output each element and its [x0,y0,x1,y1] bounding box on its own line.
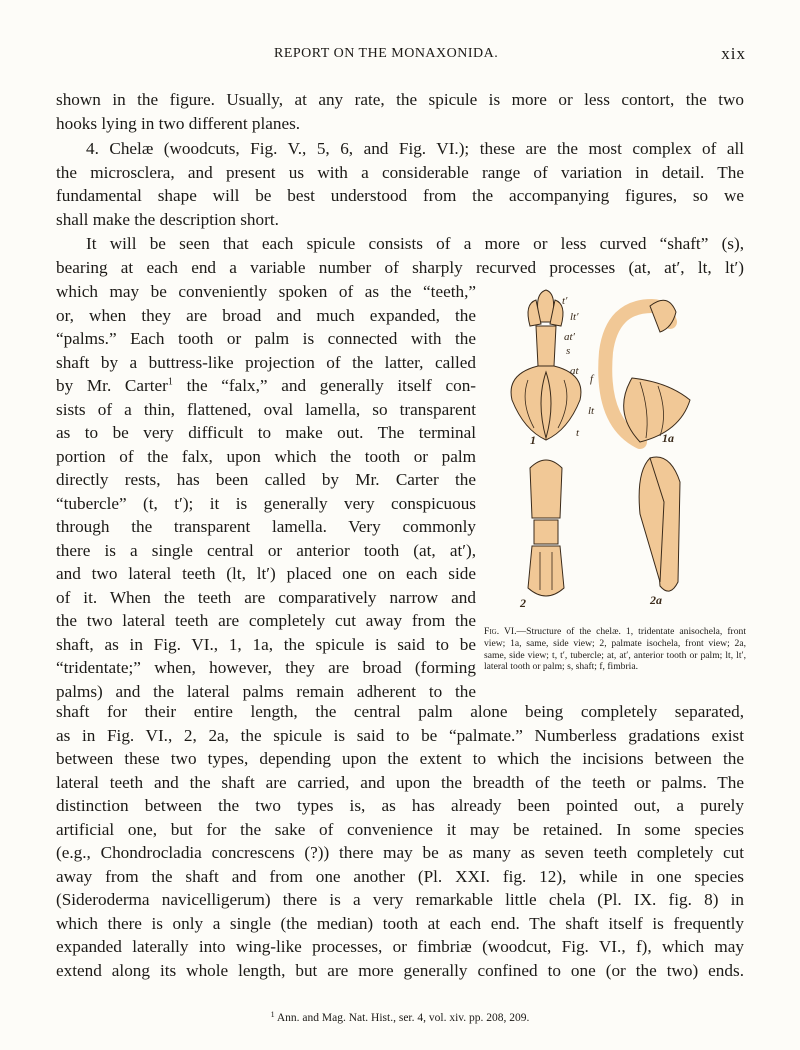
running-title: REPORT ON THE MONAXONIDA. [274,46,499,61]
paragraph-3-narrow-column [56,280,476,703]
label: lt′ [570,311,579,323]
label: at [570,365,579,377]
text-line: directly rests, has been called by Mr. Carter the [56,470,476,489]
paragraph-3-continuation [56,700,744,982]
figure-caption [484,626,746,673]
text-line: shaft for their entire length, the central palm alone being completely separated, [56,702,744,721]
panel-label: 1a [662,431,674,445]
text-line: which there is only a single (the median) tooth at each end. The shaft itself is frequently [56,913,744,933]
footnote-marker: 1 [270,1010,275,1019]
text-line: and two lateral teeth (lt, lt′) placed one on each side [56,564,476,583]
text-line [56,374,476,398]
text-line: of it. When the teeth are comparatively narrow and [56,587,476,607]
text-line: sists of a thin, flattened, oval lamella, so transparent [56,399,476,419]
figure-2a-palmate-side [639,457,680,591]
text-line: extend along its whole length, but are more generally confined to one (or the two) ends. [56,960,744,980]
lower-palm [624,378,690,442]
text-line: shaft by a buttress-like projection of the latter, called [56,352,476,372]
text-line: (Sideroderma navicelligerum) there is a very remarkable little chela (Pl. IX. fig. 8) in [56,890,744,909]
footnote-text: Ann. and Mag. Nat. Hist., ser. 4, vol. xiv. pp. 208, 209. [276,1012,530,1024]
text-line: “palms.” Each tooth or palm is connected with the [56,329,476,348]
label: f [590,373,594,385]
figure-1a-anisochela-side [605,300,690,442]
upper-palm [530,460,562,518]
footnote [0,1010,800,1024]
text-line: shaft, as in Fig. VI., 1, 1a, the spicule is said to be [56,634,476,654]
text-fragment: the “falx,” and generally itself con- [186,376,477,395]
caption-label: Fig. VI. [484,626,517,637]
label: lt [588,405,595,417]
text-line: away from the shaft and from one another (Pl. XXI. fig. 12), while in one species [56,866,744,886]
text-line: bearing at each end a variable number of sharply recurved processes (at, at′, lt, lt′) [56,257,744,277]
text-line: between these two types, depending upon the extent to which the incisions between the [56,749,744,768]
text-line: “tubercle” (t, t′); it is generally very conspicuous [56,493,476,513]
panel-label: 2 [520,596,526,610]
text-line: palms) and the lateral palms remain adherent to the [56,681,476,701]
text-line: portion of the falx, upon which the tooth or palm [56,446,476,466]
figure-2-palmate-front [528,460,564,596]
text-line: distinction between the two types is, as has already been pointed out, a purely [56,796,744,815]
lower-palm [528,546,564,596]
text-line: artificial one, but for the sake of convenience it may be retained. In some species [56,819,744,839]
paragraph-3-start [56,232,744,279]
label: t′ [562,295,568,307]
label: at′ [564,331,575,343]
text-line: “tridentate;” when, however, they are broad (forming [56,658,476,677]
text-line: shown in the figure. Usually, at any rate, the spicule is more or less contort, the two [56,90,744,109]
text-line: shall make the description short. [56,209,279,229]
shaft [534,520,558,544]
panel-label: 2a [650,593,662,607]
label: s [566,345,571,357]
text-line: fundamental shape will be best understood from the accompanying figures, so we [56,186,744,205]
text-line: or, when they are broad and much expanded, the [56,305,476,325]
text-line: there is a single central or anterior tooth (at, at′), [56,540,476,560]
chelae-figure [500,282,760,612]
panel-label: 1 [530,433,536,447]
text-line: hooks lying in two different planes. [56,113,301,133]
paragraph-2 [56,137,744,231]
text-line: as in Fig. VI., 2, 2a, the spicule is said to be “palmate.” Numberless gradations exist [56,725,744,745]
shaft [536,326,556,366]
text-line: through the transparent lamella. Very commonly [56,517,476,536]
footnote-ref: 1 [167,376,173,388]
text-line: which may be conveniently spoken of as the “teeth,” [56,282,476,301]
text-line: as to be very difficult to make out. The terminal [56,423,476,442]
text-line: 4. Chelæ (woodcuts, Fig. V., 5, 6, and Fig. VI.); these are the most complex of all [86,139,744,158]
text-line: lateral teeth and the shaft are carried, and upon the breadth of the teeth or palms. The [56,772,744,792]
paragraph-1 [56,88,744,135]
text-line: It will be seen that each spicule consists of a more or less curved “shaft” (s), [86,234,744,253]
text-line: the microsclera, and present us with a considerable range of variation in detail. The [56,162,744,182]
text-line: expanded laterally into wing-like processes, or fimbriæ (woodcut, Fig. VI., f), which may [56,937,744,956]
text-fragment: by Mr. Carter [56,376,168,395]
page-number: xix [721,44,746,63]
text-line: the two lateral teeth are completely cut away from the [56,611,476,630]
label: t [576,427,580,439]
caption-text: —Structure of the chelæ. 1, tridentate anisochela, front view; 1a, same, side view; 2, palmate isochela, front view; 2a, same, side view; t, t′, tubercle; at, at′, anterior tooth or palm; lt, lt′, lateral tooth or palm; s, shaft; f, fimbria. [484,626,746,673]
text-line: (e.g., Chondrocladia concrescens (?)) there may be as many as seven teeth completely cut [56,843,744,862]
